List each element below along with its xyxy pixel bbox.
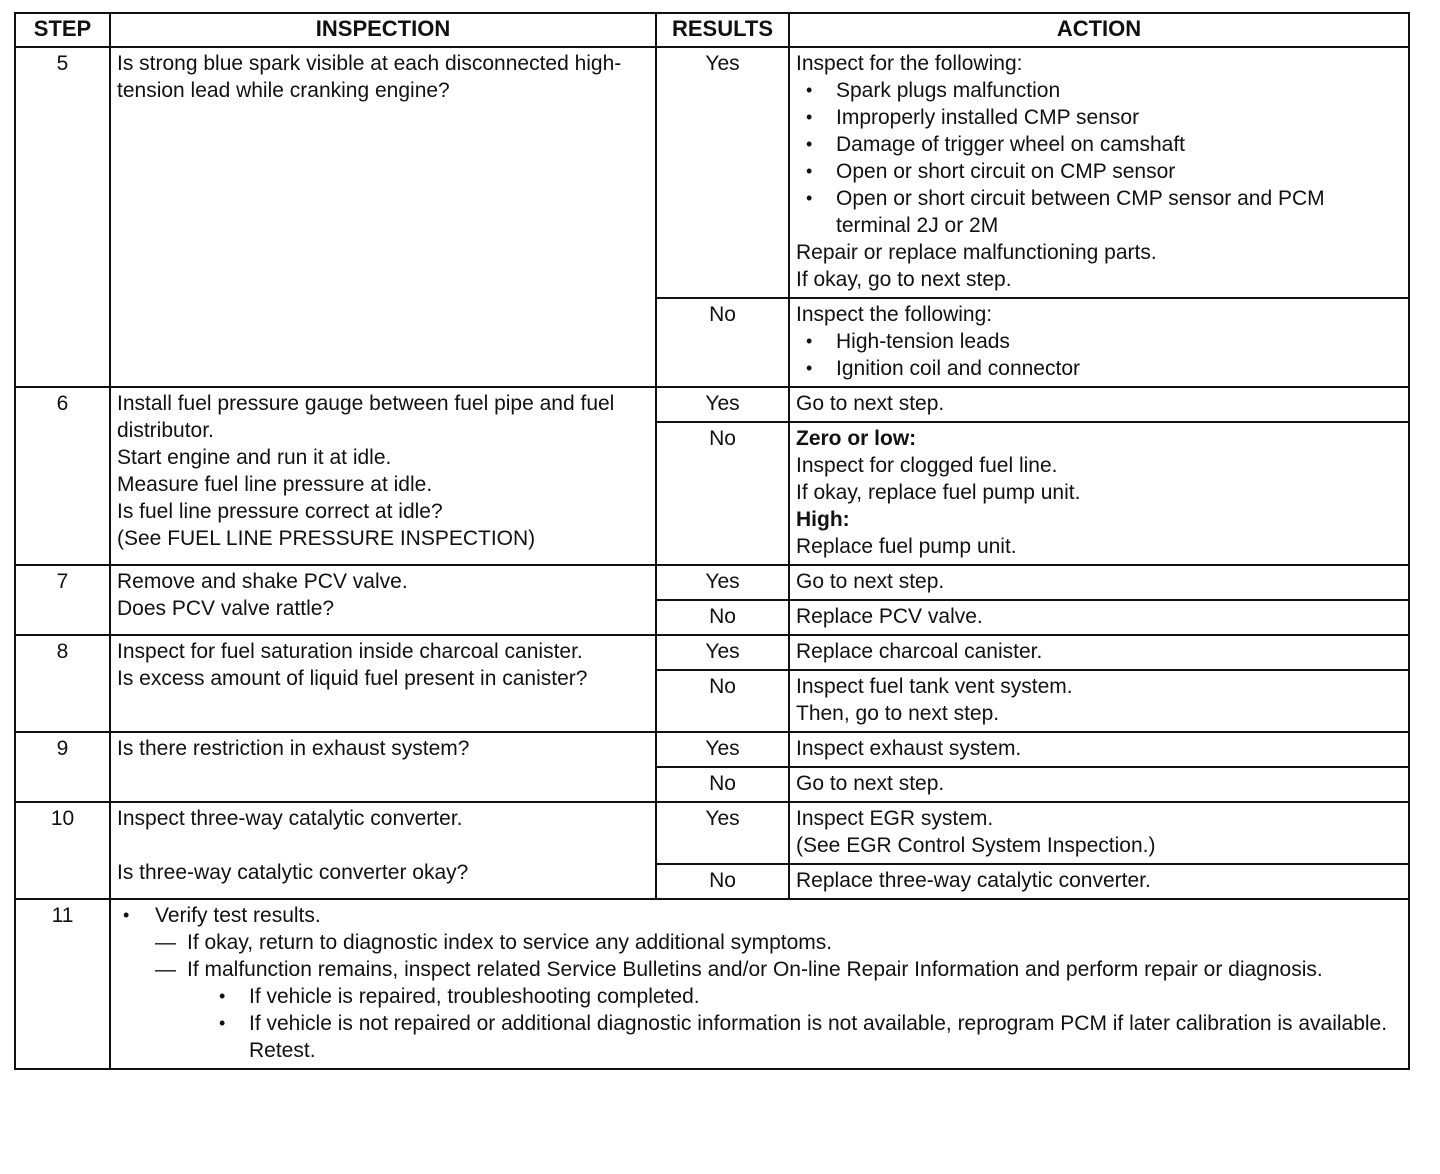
dash-list	[155, 929, 1402, 1064]
sub-list	[187, 983, 1402, 1064]
list-item: • Open or short circuit on CMP sensor	[806, 158, 1402, 185]
table-row	[15, 899, 1409, 1069]
inspection-cell	[110, 802, 656, 899]
action-text: Replace fuel pump unit.	[796, 535, 1017, 558]
table-row	[15, 732, 1409, 767]
result-yes: Yes	[656, 732, 789, 767]
inspection-cell	[110, 565, 656, 635]
result-no: No	[656, 298, 789, 387]
table-row	[15, 802, 1409, 864]
inspection-cell	[110, 387, 656, 565]
action-cell: Go to next step.	[789, 767, 1409, 802]
list-item: • Open or short circuit between CMP sensor and PCM terminal 2J or 2M	[806, 185, 1402, 239]
action-cell: Go to next step.	[789, 387, 1409, 422]
result-yes: Yes	[656, 387, 789, 422]
inspection-text: Inspect for fuel saturation inside charcoal canister.	[117, 640, 583, 663]
list-item: • If vehicle is not repaired or additional diagnostic information is not available, reprogram PCM if later calibration is available. Retest.	[219, 1010, 1402, 1064]
list-item: • Damage of trigger wheel on camshaft	[806, 131, 1402, 158]
result-yes: Yes	[656, 47, 789, 298]
action-cell: Inspect exhaust system.	[789, 732, 1409, 767]
inspection-cell	[110, 635, 656, 732]
action-bullet-list	[796, 77, 1402, 239]
action-text: Inspect EGR system.	[796, 807, 994, 830]
inspection-text: Is excess amount of liquid fuel present in canister?	[117, 667, 588, 690]
step11-list	[117, 902, 1402, 1064]
action-text: Inspect for clogged fuel line.	[796, 454, 1058, 477]
action-text: (See EGR Control System Inspection.)	[796, 834, 1156, 857]
action-cell	[789, 422, 1409, 565]
header-results: RESULTS	[656, 13, 789, 47]
action-text: Then, go to next step.	[796, 702, 1000, 725]
spacer	[117, 832, 649, 859]
table-row	[15, 635, 1409, 670]
inspection-text: Does PCV valve rattle?	[117, 597, 335, 620]
action-cell: Go to next step.	[789, 565, 1409, 600]
action-cell: Replace three-way catalytic converter.	[789, 864, 1409, 899]
diagnostic-table	[14, 12, 1410, 1070]
inspection-text: (See FUEL LINE PRESSURE INSPECTION)	[117, 527, 536, 550]
result-yes: Yes	[656, 635, 789, 670]
result-yes: Yes	[656, 565, 789, 600]
list-item: • Spark plugs malfunction	[806, 77, 1402, 104]
inspection-cell: Is there restriction in exhaust system?	[110, 732, 656, 802]
action-cell: Replace charcoal canister.	[789, 635, 1409, 670]
action-cell: Replace PCV valve.	[789, 600, 1409, 635]
table-row	[15, 47, 1409, 298]
action-text: Inspect the following:	[796, 303, 993, 326]
list-item: • Improperly installed CMP sensor	[806, 104, 1402, 131]
action-cell	[789, 802, 1409, 864]
step-number: 8	[15, 635, 110, 732]
table-header-row	[15, 13, 1409, 47]
list-item: — If okay, return to diagnostic index to service any additional symptoms.	[155, 929, 1402, 956]
list-item: • If vehicle is repaired, troubleshooting completed.	[219, 983, 1402, 1010]
list-item: • High-tension leads	[806, 328, 1402, 355]
action-cell	[789, 670, 1409, 732]
dash-text: If malfunction remains, inspect related Service Bulletins and/or On-line Repair Information and perform repair or diagnosis.	[187, 958, 1323, 981]
action-text: If okay, replace fuel pump unit.	[796, 481, 1081, 504]
result-yes: Yes	[656, 802, 789, 864]
action-text: Inspect fuel tank vent system.	[796, 675, 1073, 698]
step11-bullet-text: Verify test results.	[155, 904, 321, 927]
action-text: If okay, go to next step.	[796, 268, 1012, 291]
step-number: 10	[15, 802, 110, 899]
step-number: 6	[15, 387, 110, 565]
step-number: 7	[15, 565, 110, 635]
result-no: No	[656, 864, 789, 899]
inspection-text: Measure fuel line pressure at idle.	[117, 473, 433, 496]
header-inspection: INSPECTION	[110, 13, 656, 47]
inspection-text: Install fuel pressure gauge between fuel pipe and fuel distributor.	[117, 392, 615, 442]
action-cell	[789, 298, 1409, 387]
inspection-text: Start engine and run it at idle.	[117, 446, 392, 469]
result-no: No	[656, 422, 789, 565]
step11-cell	[110, 899, 1409, 1069]
action-text: Repair or replace malfunctioning parts.	[796, 241, 1157, 264]
action-bullet-list	[796, 328, 1402, 382]
step-number: 5	[15, 47, 110, 387]
action-heading: Zero or low:	[796, 427, 917, 450]
result-no: No	[656, 600, 789, 635]
inspection-text: Is three-way catalytic converter okay?	[117, 861, 469, 884]
step-number: 11	[15, 899, 110, 1069]
inspection-text: Inspect three-way catalytic converter.	[117, 807, 463, 830]
action-cell	[789, 47, 1409, 298]
header-step: STEP	[15, 13, 110, 47]
header-action: ACTION	[789, 13, 1409, 47]
action-text: Inspect for the following:	[796, 52, 1023, 75]
table-row	[15, 565, 1409, 600]
action-heading: High:	[796, 508, 850, 531]
list-item	[123, 902, 1402, 1064]
step-number: 9	[15, 732, 110, 802]
inspection-text: Is fuel line pressure correct at idle?	[117, 500, 443, 523]
inspection-text: Remove and shake PCV valve.	[117, 570, 408, 593]
list-item	[155, 956, 1402, 1064]
list-item: • Ignition coil and connector	[806, 355, 1402, 382]
result-no: No	[656, 767, 789, 802]
result-no: No	[656, 670, 789, 732]
inspection-cell: Is strong blue spark visible at each disconnected high-tension lead while cranking engine?	[110, 47, 656, 387]
table-row	[15, 387, 1409, 422]
